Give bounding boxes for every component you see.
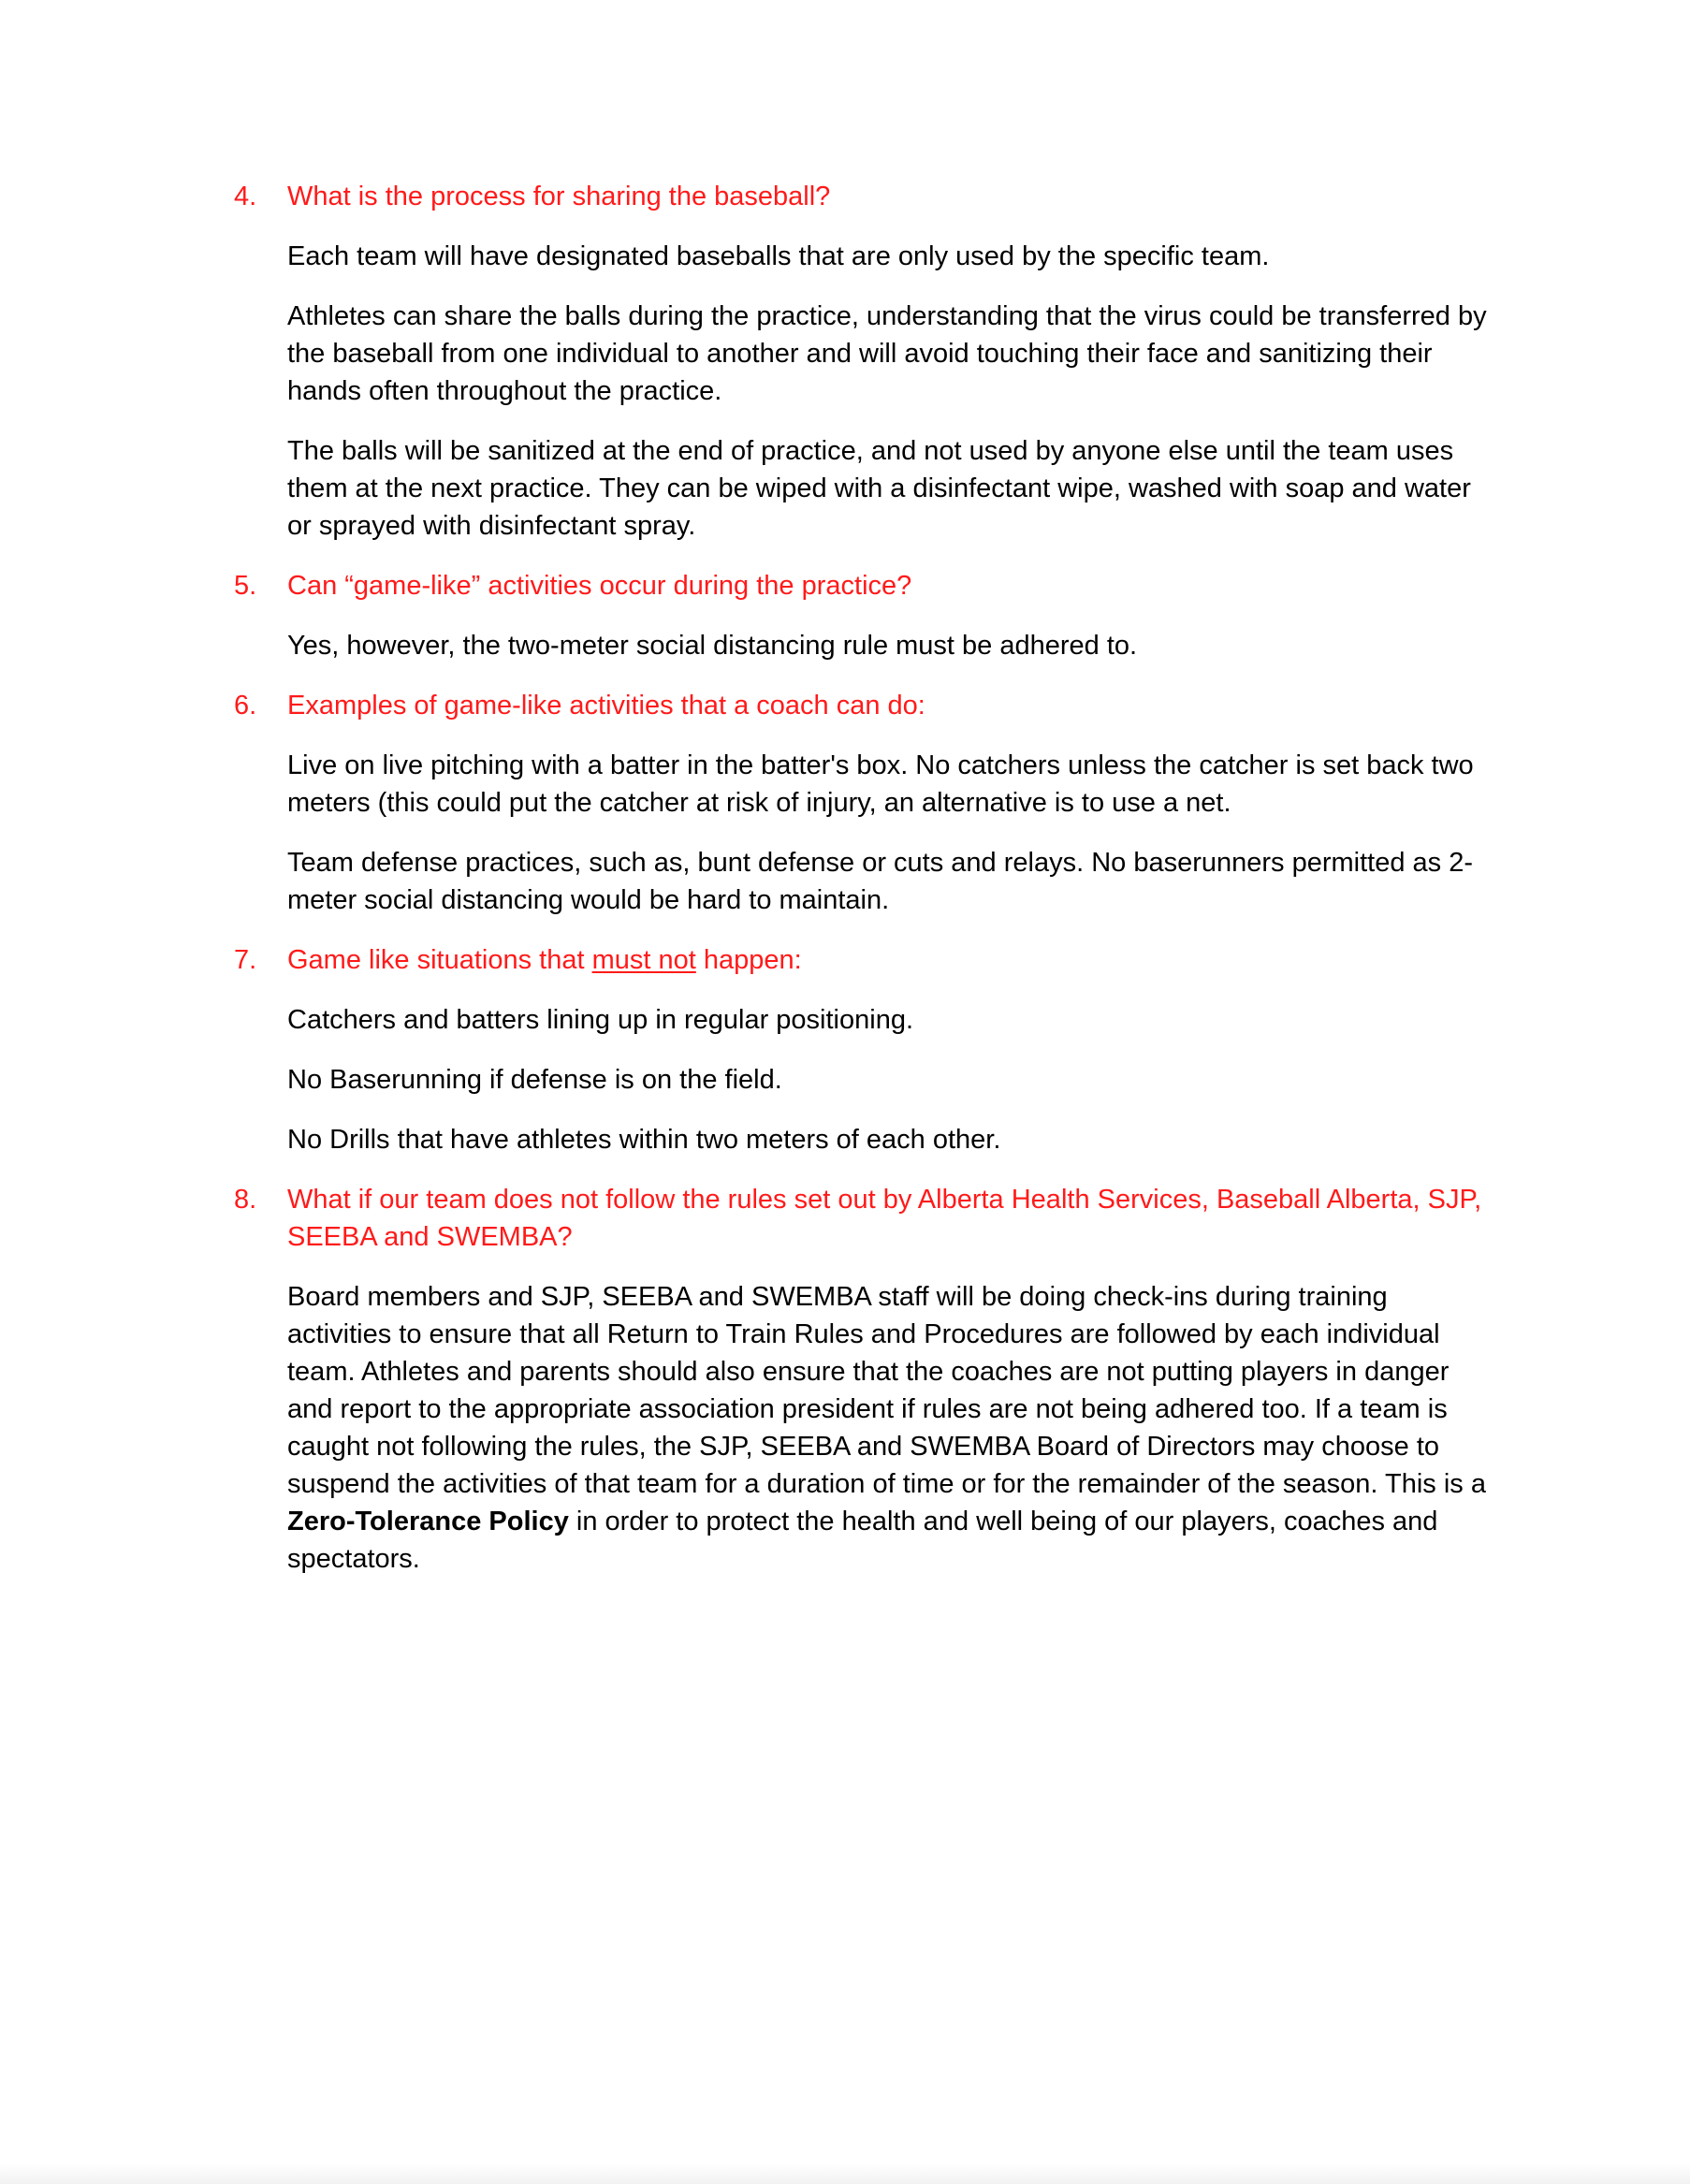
answer-5-paragraph-1: Yes, however, the two-meter social distancing rule must be adhered to. bbox=[287, 631, 1138, 661]
answer-6-paragraph-2: Team defense practices, such as, bunt defense or cuts and relays. No baserunners permitted as 2-meter social distancing would be hard to maintain. bbox=[287, 848, 1474, 915]
question-4-number: 4. bbox=[234, 182, 257, 211]
answer-4-paragraph-3: The balls will be sanitized at the end of practice, and not used by anyone else until the team uses them at the next practice. They can be wiped with a disinfectant wipe, washed with soap and water or sprayed with disinfectant spray. bbox=[287, 436, 1471, 541]
answer-8-text-end: in order to protect the health and well being of our players, coaches and spectators. bbox=[287, 1507, 1438, 1574]
question-7-text bbox=[287, 945, 802, 975]
answer-7-paragraph-1: Catchers and batters lining up in regular positioning. bbox=[287, 1005, 914, 1035]
answer-6-paragraph-1: Live on live pitching with a batter in the batter's box. No catchers unless the catcher is set back two meters (this could put the catcher at risk of injury, an alternative is to use a net. bbox=[287, 750, 1474, 818]
question-8-number: 8. bbox=[234, 1185, 257, 1215]
question-7-underlined-emphasis: must not bbox=[591, 945, 696, 975]
answer-7-paragraph-2: No Baserunning if defense is on the field. bbox=[287, 1065, 782, 1095]
question-5-number: 5. bbox=[234, 571, 257, 601]
question-8-text: What if our team does not follow the rules set out by Alberta Health Services, Baseball Alberta, SJP, SEEBA and SWEMBA? bbox=[287, 1185, 1482, 1252]
answer-4-paragraph-2: Athletes can share the balls during the practice, understanding that the virus could be transferred by the baseball from one individual to another and will avoid touching their face and sanitizing their hands often throughout the practice. bbox=[287, 301, 1487, 406]
question-5-text: Can “game-like” activities occur during the practice? bbox=[287, 571, 912, 601]
answer-7-paragraph-3: No Drills that have athletes within two meters of each other. bbox=[287, 1125, 1001, 1155]
question-5 bbox=[234, 567, 1497, 604]
page-bottom-edge bbox=[0, 2163, 1690, 2184]
question-8 bbox=[234, 1181, 1497, 1256]
document-content bbox=[234, 178, 1497, 1600]
question-6-text: Examples of game-like activities that a coach can do: bbox=[287, 691, 925, 721]
question-4 bbox=[234, 178, 1497, 215]
question-7-text-start: Game like situations that bbox=[287, 945, 592, 975]
answer-8-paragraph-1 bbox=[287, 1278, 1497, 1578]
question-6 bbox=[234, 687, 1497, 724]
question-4-text: What is the process for sharing the baseball? bbox=[287, 182, 831, 211]
question-7 bbox=[234, 941, 1497, 979]
answer-4-paragraph-1: Each team will have designated baseballs that are only used by the specific team. bbox=[287, 241, 1270, 271]
question-7-number: 7. bbox=[234, 945, 257, 975]
question-6-number: 6. bbox=[234, 691, 257, 721]
question-7-text-end: happen: bbox=[695, 945, 802, 975]
answer-8-text-start: Board members and SJP, SEEBA and SWEMBA staff will be doing check-ins during training activities to ensure that all Return to Train Rules and Procedures are followed by each individual team. Athletes and parents should also ensure that the coaches are not putting players in danger and report to the appropriate association president if rules are not being adhered too. If a team is caught not following the rules, the SJP, SEEBA and SWEMBA Board of Directors may choose to suspend the activities of that team for a duration of time or for the remainder of the season. This is a bbox=[287, 1282, 1486, 1499]
zero-tolerance-policy-emphasis: Zero-Tolerance Policy bbox=[287, 1507, 569, 1536]
